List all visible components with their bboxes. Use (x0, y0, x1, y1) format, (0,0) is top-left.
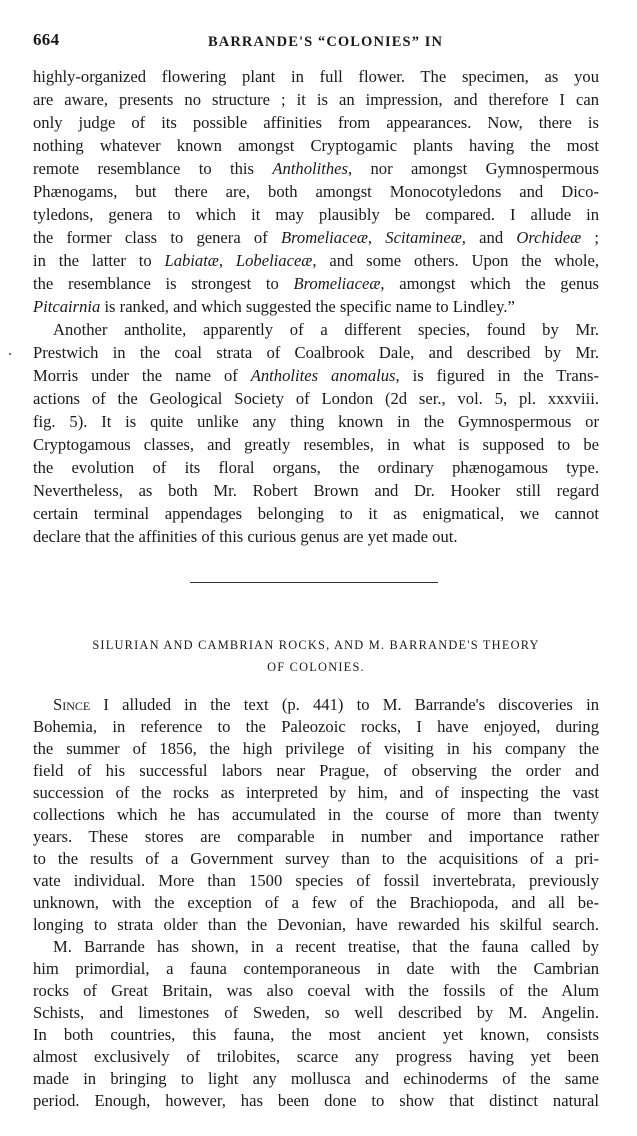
paragraph-3-line-6: collections which he has accumulated in the course of more than twenty (33, 805, 599, 824)
paragraph-3-line-5: succession of the rocks as interpreted by him, and of inspecting the vast (33, 783, 599, 802)
paragraph-4-line-1: M. Barrande has shown, in a recent treatise, that the fauna called by (53, 937, 599, 956)
text-run: , and (461, 228, 517, 247)
text-run: , (367, 228, 386, 247)
lead-word: Since (53, 695, 91, 714)
paragraph-2-line-2: Prestwich in the coal strata of Coalbrook Dale, and described by Mr. (33, 343, 599, 362)
paragraph-1-line-7: tyledons, genera to which it may plausibly be compared. I allude in (33, 205, 599, 224)
family-name: Labiatæ (164, 251, 219, 270)
paragraph-1-line-11 (33, 296, 599, 318)
text-run: , nor amongst Gymnospermous (347, 159, 599, 178)
paragraph-3-line-2: Bohemia, in reference to the Paleozoic rocks, I have enjoyed, during (33, 717, 599, 736)
family-name: Orchideæ (516, 228, 582, 247)
paragraph-3-line-10: unknown, with the exception of a few of the Brachiopoda, and all be- (33, 893, 599, 912)
text-run: ; (581, 228, 600, 247)
text-run: the former class to genera of (33, 228, 281, 247)
paragraph-3-line-3: the summer of 1856, the high privilege of visiting in his company the (33, 739, 599, 758)
paragraph-4-line-6: almost exclusively of trilobites, scarce any progress having yet been (33, 1047, 599, 1066)
paragraph-2-line-9: certain terminal appendages belonging to it as enigmatical, we cannot (33, 504, 599, 523)
section-heading-line-2: OF COLONIES. (267, 660, 365, 674)
text-run: the resemblance is strongest to (33, 274, 294, 293)
text-run: is ranked, and which suggested the specific name to Lindley.” (100, 297, 515, 316)
family-name: Lobeliaceæ (235, 251, 313, 270)
paragraph-1-line-8 (33, 227, 599, 249)
running-head (33, 30, 603, 54)
genus-name: Antholithes (272, 159, 348, 178)
paragraph-2-line-1: Another antholite, apparently of a different species, found by Mr. (53, 320, 599, 339)
text-run: , amongst which the genus (380, 274, 600, 293)
paragraph-4-line-7: made in bringing to light any mollusca and echinoderms of the same (33, 1069, 599, 1088)
text-run: , (218, 251, 236, 270)
species-name: Antholites anomalus (250, 366, 396, 385)
paragraph-4-line-2: him primordial, a fauna contemporaneous in date with the Cambrian (33, 959, 599, 978)
paragraph-1-line-5 (33, 158, 599, 180)
paragraph-2-line-7: the evolution of its floral organs, the ordinary phænogamous type. (33, 458, 599, 477)
text-run: remote resemblance to this (33, 159, 273, 178)
paragraph-1-line-1: highly-organized flowering plant in full flower. The specimen, as you (33, 67, 599, 86)
text-run: in the latter to (33, 251, 165, 270)
paragraph-1-line-6: Phænogams, but there are, both amongst Monocotyledons and Dico- (33, 182, 599, 201)
text-run: Morris under the name of (33, 366, 251, 385)
paragraph-4-line-3: rocks of Great Britain, was also coeval with the fossils of the Alum (33, 981, 599, 1000)
paragraph-4-line-5: In both countries, this fauna, the most ancient yet known, consists (33, 1025, 599, 1044)
family-name: Bromeliaceæ (280, 228, 368, 247)
paragraph-3-line-7: years. These stores are comparable in number and importance rather (33, 827, 599, 846)
family-name: Bromeliaceæ (293, 274, 381, 293)
paragraph-1-line-9 (33, 250, 599, 272)
paragraph-3-line-9: vate individual. More than 1500 species of fossil invertebrata, previously (33, 871, 599, 890)
paragraph-3-line-4: field of his successful labors near Prague, of observing the order and (33, 761, 599, 780)
family-name: Scitamineæ (385, 228, 462, 247)
page-number: 664 (33, 30, 60, 49)
text-run: , is figured in the Trans- (395, 366, 599, 385)
paragraph-4-line-8: period. Enough, however, has been done to show that distinct natural (33, 1091, 599, 1110)
paragraph-2-line-5: fig. 5). It is quite unlike any thing known in the Gymnospermous or (33, 412, 599, 431)
paragraph-1-line-4: nothing whatever known amongst Cryptogamic plants having the most (33, 136, 599, 155)
paragraph-2-line-4: actions of the Geological Society of London (2d ser., vol. 5, pl. xxxviii. (33, 389, 599, 408)
paragraph-3-line-1 (53, 694, 599, 716)
paragraph-2-line-3 (33, 365, 599, 387)
genus-name: Pitcairnia (33, 297, 101, 316)
text-run: I alluded in the text (p. 441) to M. Barrande's discoveries in (90, 695, 599, 714)
paragraph-3-line-11: longing to strata older than the Devonian, have rewarded his skilful search. (33, 915, 599, 934)
paragraph-4-line-4: Schists, and limestones of Sweden, so well described by M. Angelin. (33, 1003, 599, 1022)
running-title: BARRANDE'S “COLONIES” IN (208, 34, 444, 50)
paragraph-2-line-10: declare that the affinities of this curious genus are yet made out. (33, 527, 458, 546)
paragraph-1-line-10 (33, 273, 599, 295)
section-divider (190, 582, 438, 583)
margin-mark (9, 353, 11, 355)
paragraph-1-line-3: only judge of its possible affinities from appearances. Now, there is (33, 113, 599, 132)
paragraph-3-line-8: to the results of a Government survey than to the acquisitions of a pri- (33, 849, 599, 868)
paragraph-2-line-8: Nevertheless, as both Mr. Robert Brown and Dr. Hooker still regard (33, 481, 599, 500)
section-heading-line-1: SILURIAN AND CAMBRIAN ROCKS, AND M. BARRANDE'S THEORY (92, 638, 540, 652)
paragraph-1-line-2: are aware, presents no structure ; it is an impression, and therefore I can (33, 90, 599, 109)
paragraph-2-line-6: Cryptogamous classes, and greatly resembles, in what is supposed to be (33, 435, 599, 454)
text-run: , and some others. Upon the whole, (312, 251, 600, 270)
